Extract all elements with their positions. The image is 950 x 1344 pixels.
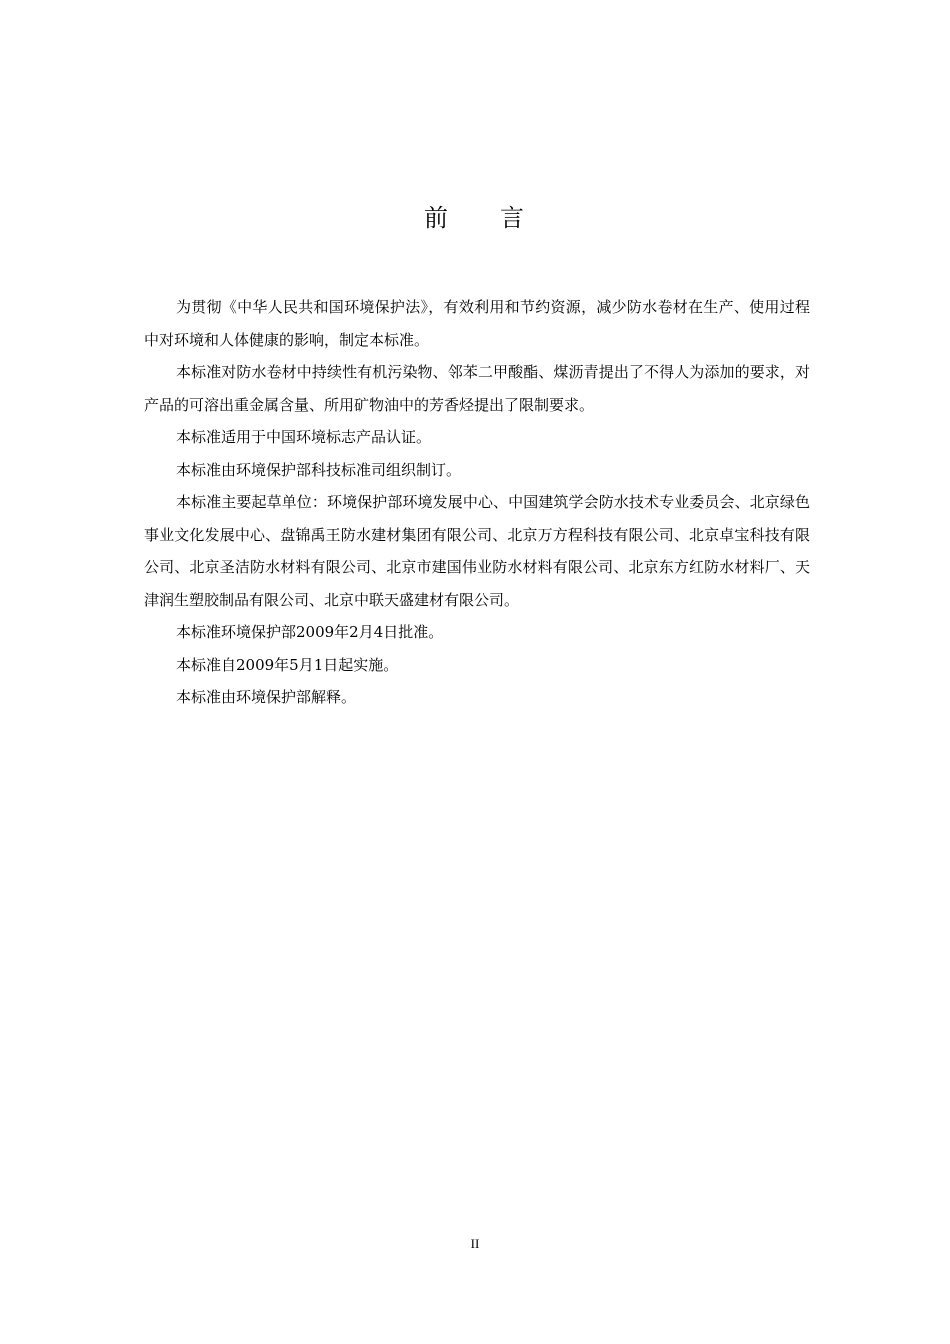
paragraph-requirements: 本标准对防水卷材中持续性有机污染物、邻苯二甲酸酯、煤沥青提出了不得人为添加的要求，对产品的可溶出重金属含量、所用矿物油中的芳香烃提出了限制要求。: [144, 363, 810, 414]
paragraph-organizer: 本标准由环境保护部科技标准司组织制订。: [176, 460, 462, 479]
page-title: [0, 200, 950, 236]
paragraph-interpretation: 本标准由环境保护部解释。: [176, 688, 357, 706]
paragraph-approval: 本标准环境保护部2009年2月4日批准。: [176, 623, 444, 641]
title-char-1: 前: [424, 204, 450, 232]
paragraph-drafters: 本标准主要起草单位：环境保护部环境发展中心、中国建筑学会防水技术专业委员会、北京绿色事业文化发展中心、盘锦禹王防水建材集团有限公司、北京万方程科技有限公司、北京卓宝科技有限公司、北京圣洁防水材料有限公司、北京市建国伟业防水材料有限公司、北京东方红防水材料厂、天津润生塑胶制品有限公司、北京中联天盛建材有限公司。: [144, 493, 810, 609]
page-number: II: [470, 1236, 480, 1251]
foreword-body: [144, 291, 810, 714]
paragraph-effective-date: 本标准自2009年5月1日起实施。: [176, 655, 399, 674]
paragraph-purpose: 为贯彻《中华人民共和国环境保护法》，有效利用和节约资源，减少防水卷材在生产、使用过程中对环境和人体健康的影响，制定本标准。: [144, 298, 810, 349]
paragraph-scope: 本标准适用于中国环境标志产品认证。: [176, 428, 432, 446]
title-char-2: 言: [500, 204, 526, 232]
